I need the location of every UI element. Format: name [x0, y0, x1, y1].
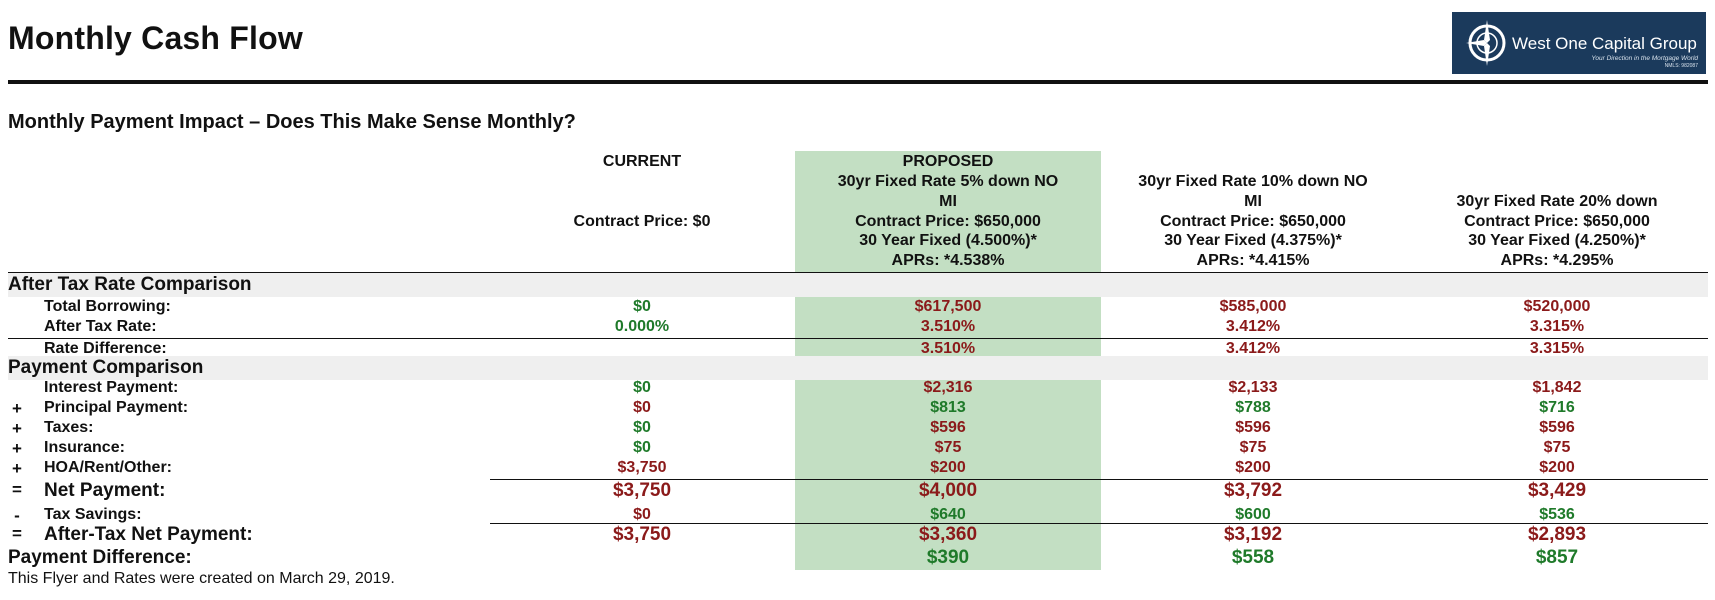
cell-option3: 3.315% — [1529, 318, 1585, 335]
cell-option3: $3,429 — [1527, 480, 1587, 501]
row-label: After-Tax Net Payment: — [44, 524, 253, 545]
option2-apr: APRs: *4.415% — [1196, 252, 1310, 269]
row-label: HOA/Rent/Other: — [44, 459, 172, 476]
row-label: Taxes: — [44, 419, 94, 436]
payment-difference-option2: $558 — [1231, 547, 1275, 568]
row-label: Net Payment: — [44, 480, 166, 501]
row-label: Rate Difference: — [44, 340, 167, 357]
cell-proposed: $75 — [934, 439, 962, 456]
option2-term: 30 Year Fixed (4.375%)* — [1164, 232, 1342, 249]
current-heading: CURRENT — [602, 153, 682, 170]
cell-proposed: $3,360 — [918, 524, 978, 545]
page-title: Monthly Cash Flow — [8, 20, 303, 56]
cell-proposed: $640 — [930, 506, 966, 523]
company-logo — [1452, 12, 1706, 74]
cell-option2: $596 — [1235, 419, 1271, 436]
logo-tagline: Your Direction in the Mortgage World — [1591, 55, 1698, 62]
option2-program-line2: MI — [1244, 193, 1262, 210]
cell-option2: $600 — [1235, 506, 1271, 523]
cell-proposed: $200 — [930, 459, 966, 476]
header-divider — [8, 80, 1708, 84]
cell-current: $0 — [633, 399, 651, 416]
option3-apr: APRs: *4.295% — [1500, 252, 1614, 269]
cell-current: $3,750 — [612, 480, 672, 501]
payment-difference-proposed: $390 — [926, 547, 970, 568]
cell-option2: 3.412% — [1225, 318, 1281, 335]
cell-current: $0 — [633, 298, 651, 315]
proposed-heading: PROPOSED — [902, 153, 994, 170]
cell-current: $0 — [633, 506, 651, 523]
row-operator: = — [12, 524, 22, 543]
cell-proposed: $4,000 — [918, 480, 978, 501]
logo-nmls: NMLS: 982087 — [1664, 63, 1698, 69]
option2-contract-price: Contract Price: $650,000 — [1160, 213, 1346, 230]
compass-icon — [1464, 18, 1510, 68]
row-label: Principal Payment: — [44, 399, 189, 416]
row-label: After Tax Rate: — [44, 318, 157, 335]
cell-option2: $3,192 — [1223, 524, 1283, 545]
cell-option3: $200 — [1539, 459, 1575, 476]
row-operator: + — [12, 399, 22, 418]
logo-name: West One Capital Group — [1512, 34, 1697, 53]
cell-proposed: 3.510% — [920, 340, 976, 357]
section-after-tax-label: After Tax Rate Comparison — [8, 274, 252, 295]
net-payment-rule — [490, 479, 1708, 480]
proposed-program-line2: MI — [939, 193, 957, 210]
row-label: Interest Payment: — [44, 379, 179, 396]
option3-term: 30 Year Fixed (4.250%)* — [1468, 232, 1646, 249]
cell-proposed: $813 — [930, 399, 966, 416]
option3-contract-price: Contract Price: $650,000 — [1464, 213, 1650, 230]
proposed-contract-price: Contract Price: $650,000 — [855, 213, 1041, 230]
row-label: Total Borrowing: — [44, 298, 171, 315]
proposed-term: 30 Year Fixed (4.500%)* — [859, 232, 1037, 249]
cell-option2: $3,792 — [1223, 480, 1283, 501]
cell-option2: $788 — [1235, 399, 1271, 416]
cell-current: $0 — [633, 379, 651, 396]
current-contract-price: Contract Price: $0 — [573, 213, 711, 230]
cell-option3: $75 — [1543, 439, 1571, 456]
cell-option2: $75 — [1239, 439, 1267, 456]
cell-current: $3,750 — [612, 524, 672, 545]
proposed-apr: APRs: *4.538% — [891, 252, 1005, 269]
cell-proposed: $596 — [930, 419, 966, 436]
rate-difference-rule — [8, 338, 1708, 339]
cell-option3: $716 — [1539, 399, 1575, 416]
row-label: Insurance: — [44, 439, 125, 456]
cell-proposed: $617,500 — [914, 298, 982, 315]
cell-current: $3,750 — [617, 459, 667, 476]
cell-proposed: $2,316 — [923, 379, 973, 396]
row-operator: - — [14, 506, 20, 525]
row-operator: + — [12, 459, 22, 478]
section-subtitle: Monthly Payment Impact – Does This Make Sense Monthly? — [8, 111, 576, 133]
cell-option2: $200 — [1235, 459, 1271, 476]
row-operator: + — [12, 439, 22, 458]
row-label: Tax Savings: — [44, 506, 142, 523]
payment-difference-label: Payment Difference: — [8, 547, 192, 568]
cell-current: 0.000% — [614, 318, 670, 335]
after-tax-rule — [490, 523, 1708, 524]
section-band-payment — [8, 356, 1708, 380]
cell-option3: $2,893 — [1527, 524, 1587, 545]
payment-difference-option3: $857 — [1535, 547, 1579, 568]
cell-option2: $2,133 — [1228, 379, 1278, 396]
cell-option3: $1,842 — [1532, 379, 1582, 396]
section-band-after-tax — [8, 273, 1708, 297]
cell-option3: 3.315% — [1529, 340, 1585, 357]
cell-option2: $585,000 — [1219, 298, 1287, 315]
cell-proposed: 3.510% — [920, 318, 976, 335]
cell-option3: $536 — [1539, 506, 1575, 523]
proposed-program-line1: 30yr Fixed Rate 5% down NO — [837, 173, 1059, 190]
cell-current: $0 — [633, 439, 651, 456]
section-payment-label: Payment Comparison — [8, 357, 204, 378]
cell-option3: $596 — [1539, 419, 1575, 436]
option2-program-line1: 30yr Fixed Rate 10% down NO — [1138, 173, 1368, 190]
cell-option2: 3.412% — [1225, 340, 1281, 357]
cell-option3: $520,000 — [1523, 298, 1591, 315]
row-operator: = — [12, 480, 22, 499]
cell-current: $0 — [633, 419, 651, 436]
option3-program-line1: 30yr Fixed Rate 20% down — [1456, 193, 1658, 210]
footer-note: This Flyer and Rates were created on March 29, 2019. — [8, 570, 395, 587]
row-operator: + — [12, 419, 22, 438]
